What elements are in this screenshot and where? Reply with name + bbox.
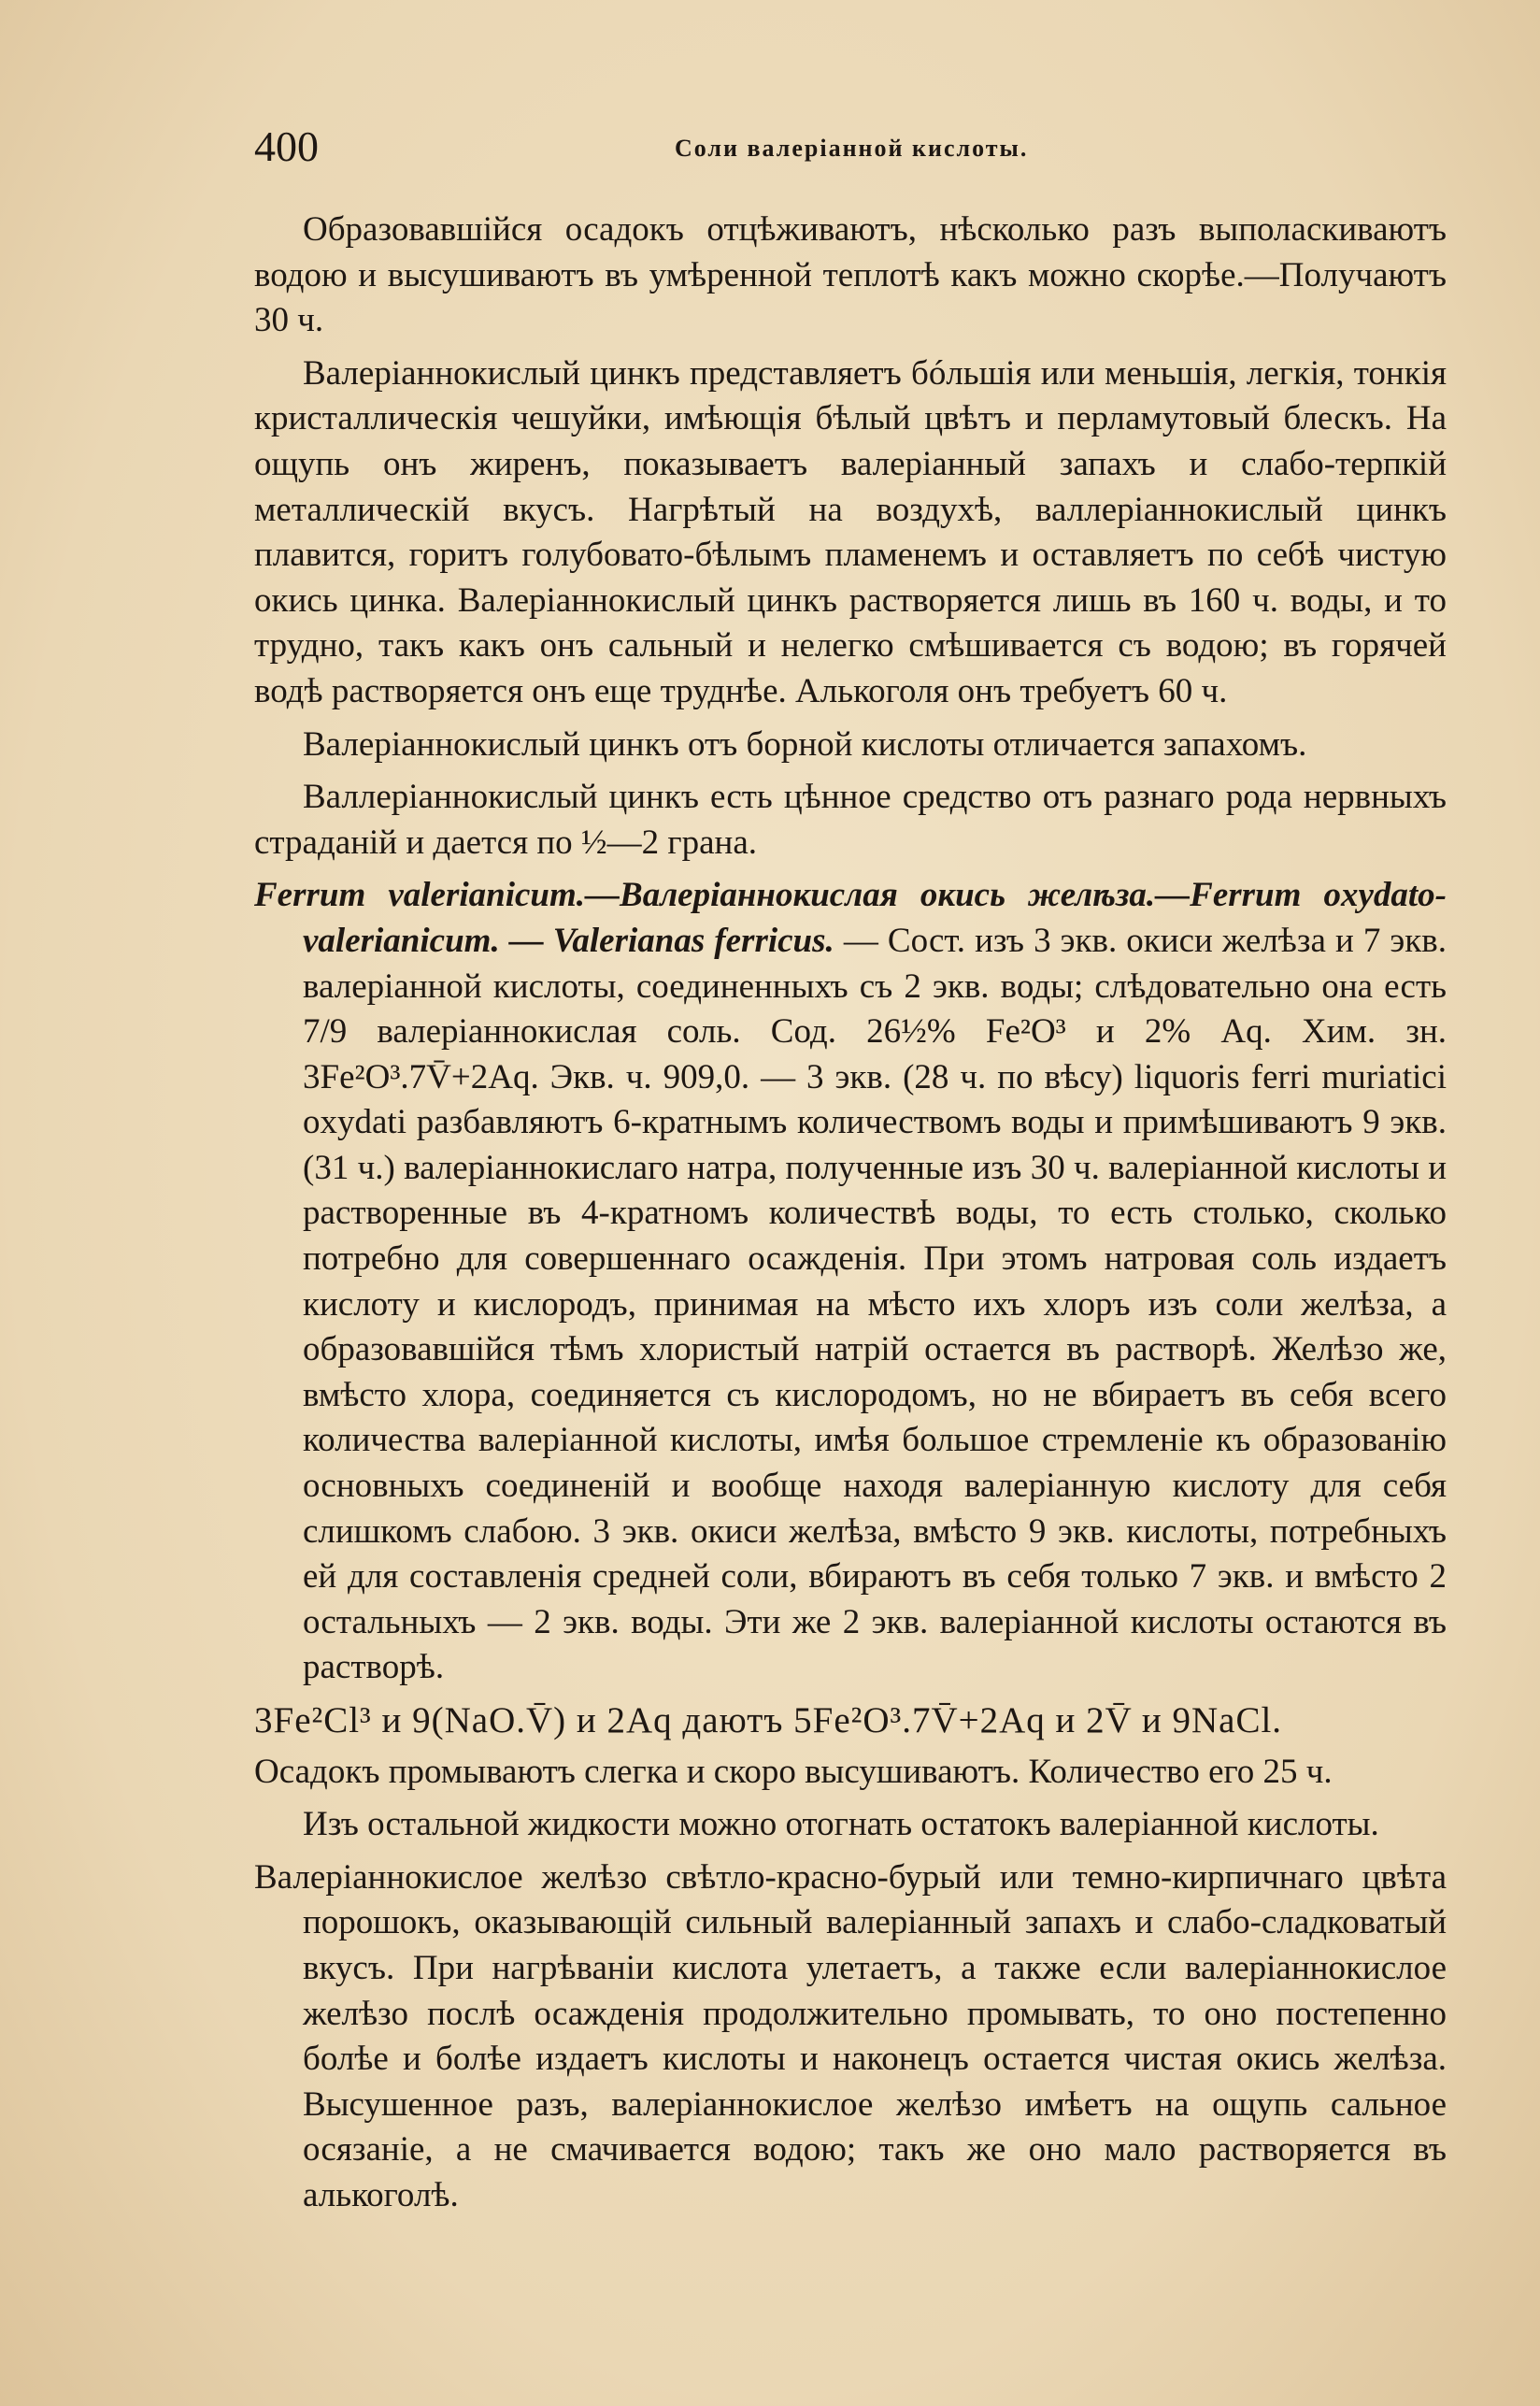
paragraph-iron-properties: Валеріаннокислое желѣзо свѣтло-красно-бурый или темно-кирпичнаго цвѣта порошокъ, оказывающій сильный валеріанный запахъ и слабо-сладковатый вкусъ. При нагрѣваніи кислота улетаетъ, а также если валеріаннокислое желѣзо послѣ осажденія продолжительно промывать, то оно постепенно болѣе и болѣе издаетъ кислоты и наконецъ остается чистая окись желѣза. Высушенное разъ, валеріаннокислое желѣзо имѣетъ на ощупь сальное осязаніе, а не смачивается водою; такъ же оно мало растворяется въ алькоголѣ. bbox=[254, 1857, 1447, 2214]
paragraph-distill: Изъ остальной жидкости можно отогнать остатокъ валеріанной кислоты. bbox=[303, 1805, 1379, 1844]
paragraph-wash: Осадокъ промываютъ слегка и скоро высушиваютъ. Количество его 25 ч. bbox=[254, 1752, 1333, 1791]
paragraph-precipitate: Образовавшійся осадокъ отцѣживаютъ, нѣсколько разъ выполаскиваютъ водою и высушиваютъ въ умѣренной теплотѣ какъ можно скорѣе.—Получаютъ 30 ч. bbox=[254, 210, 1447, 340]
page-body bbox=[254, 208, 1447, 2227]
paragraph-ferrum-entry bbox=[254, 873, 1447, 1691]
page-number: 400 bbox=[254, 122, 319, 170]
running-head: Соли валеріанной кислоты. bbox=[675, 135, 1029, 162]
ferrum-entry-text: — Сост. изъ 3 экв. окиси желѣза и 7 экв. валеріанной кислоты, соединенныхъ съ 2 экв. воды; слѣдовательно она есть 7/9 валеріаннокислая соль. Сод. 26½% Fe²O³ и 2% Aq. Хим. зн. 3Fe²O³.7V̄+2Aq. Экв. ч. 909,0. — 3 экв. (28 ч. по вѣсу) liquoris ferri muriatici oxydati разбавляютъ 6-кратнымъ количествомъ воды и примѣшиваютъ 9 экв. (31 ч.) валеріаннокислаго натра, полученные изъ 30 ч. валеріанной кислоты и растворенные въ 4-кратномъ количествѣ воды, то есть столько, сколько потребно для совершеннаго осажденія. При этомъ натровая соль издаетъ кислоту и кислородъ, принимая на мѣсто ихъ хлоръ изъ соли желѣза, а образовавшійся тѣмъ хлористый натрій остается въ растворѣ. Желѣзо же, вмѣсто хлора, соединяется съ кислородомъ, но не вбираетъ въ себя всего количества валеріанной кислоты, имѣя большое стремленіе къ образованію основныхъ соединеній и вообще находя валеріанную кислоту для себя слишкомъ слабою. 3 экв. окиси желѣза, вмѣсто 9 экв. кислоты, потребныхъ ей для составленія средней соли, вбираютъ въ себя только 7 экв. и вмѣсто 2 остальныхъ — 2 экв. воды. Эти же 2 экв. валеріанной кислоты остаются въ растворѣ. bbox=[303, 921, 1447, 1687]
chemical-equation: 3Fe²Cl³ и 9(NaO.V̄) и 2Aq даютъ 5Fe²O³.7V̄+2Aq и 2V̄ и 9NaCl. bbox=[254, 1700, 1283, 1740]
paragraph-zinc-properties: Валеріаннокислый цинкъ представляетъ бóльшія или меньшія, легкія, тонкія кристаллическія чешуйки, имѣющія бѣлый цвѣтъ и перламутовый блескъ. На ощупь онъ жиренъ, показываетъ валеріанный запахъ и слабо-терпкій металлическій вкусъ. Нагрѣтый на воздухѣ, валлеріаннокислый цинкъ плавится, горитъ голубовато-бѣлымъ пламенемъ и оставляетъ по себѣ чистую окись цинка. Валеріаннокислый цинкъ растворяется лишь въ 160 ч. воды, и то трудно, такъ какъ онъ сальный и нелегко смѣшивается съ водою; въ горячей водѣ растворяется онъ еще труднѣе. Алькоголя онъ требуетъ 60 ч. bbox=[254, 353, 1447, 710]
paragraph-zinc-use: Валлеріаннокислый цинкъ есть цѣнное средство отъ разнаго рода нервныхъ страданій и дается по ½—2 грана. bbox=[254, 778, 1447, 862]
page-header bbox=[254, 122, 1278, 178]
ferrum-entry-title: Ferrum valerianicum.—Валеріаннокислая окись желѣза.—Ferrum oxydato-valerianicum. — Valerianas ferricus. bbox=[254, 876, 1447, 960]
paragraph-zinc-distinction: Валеріаннокислый цинкъ отъ борной кислоты отличается запахомъ. bbox=[303, 724, 1307, 764]
